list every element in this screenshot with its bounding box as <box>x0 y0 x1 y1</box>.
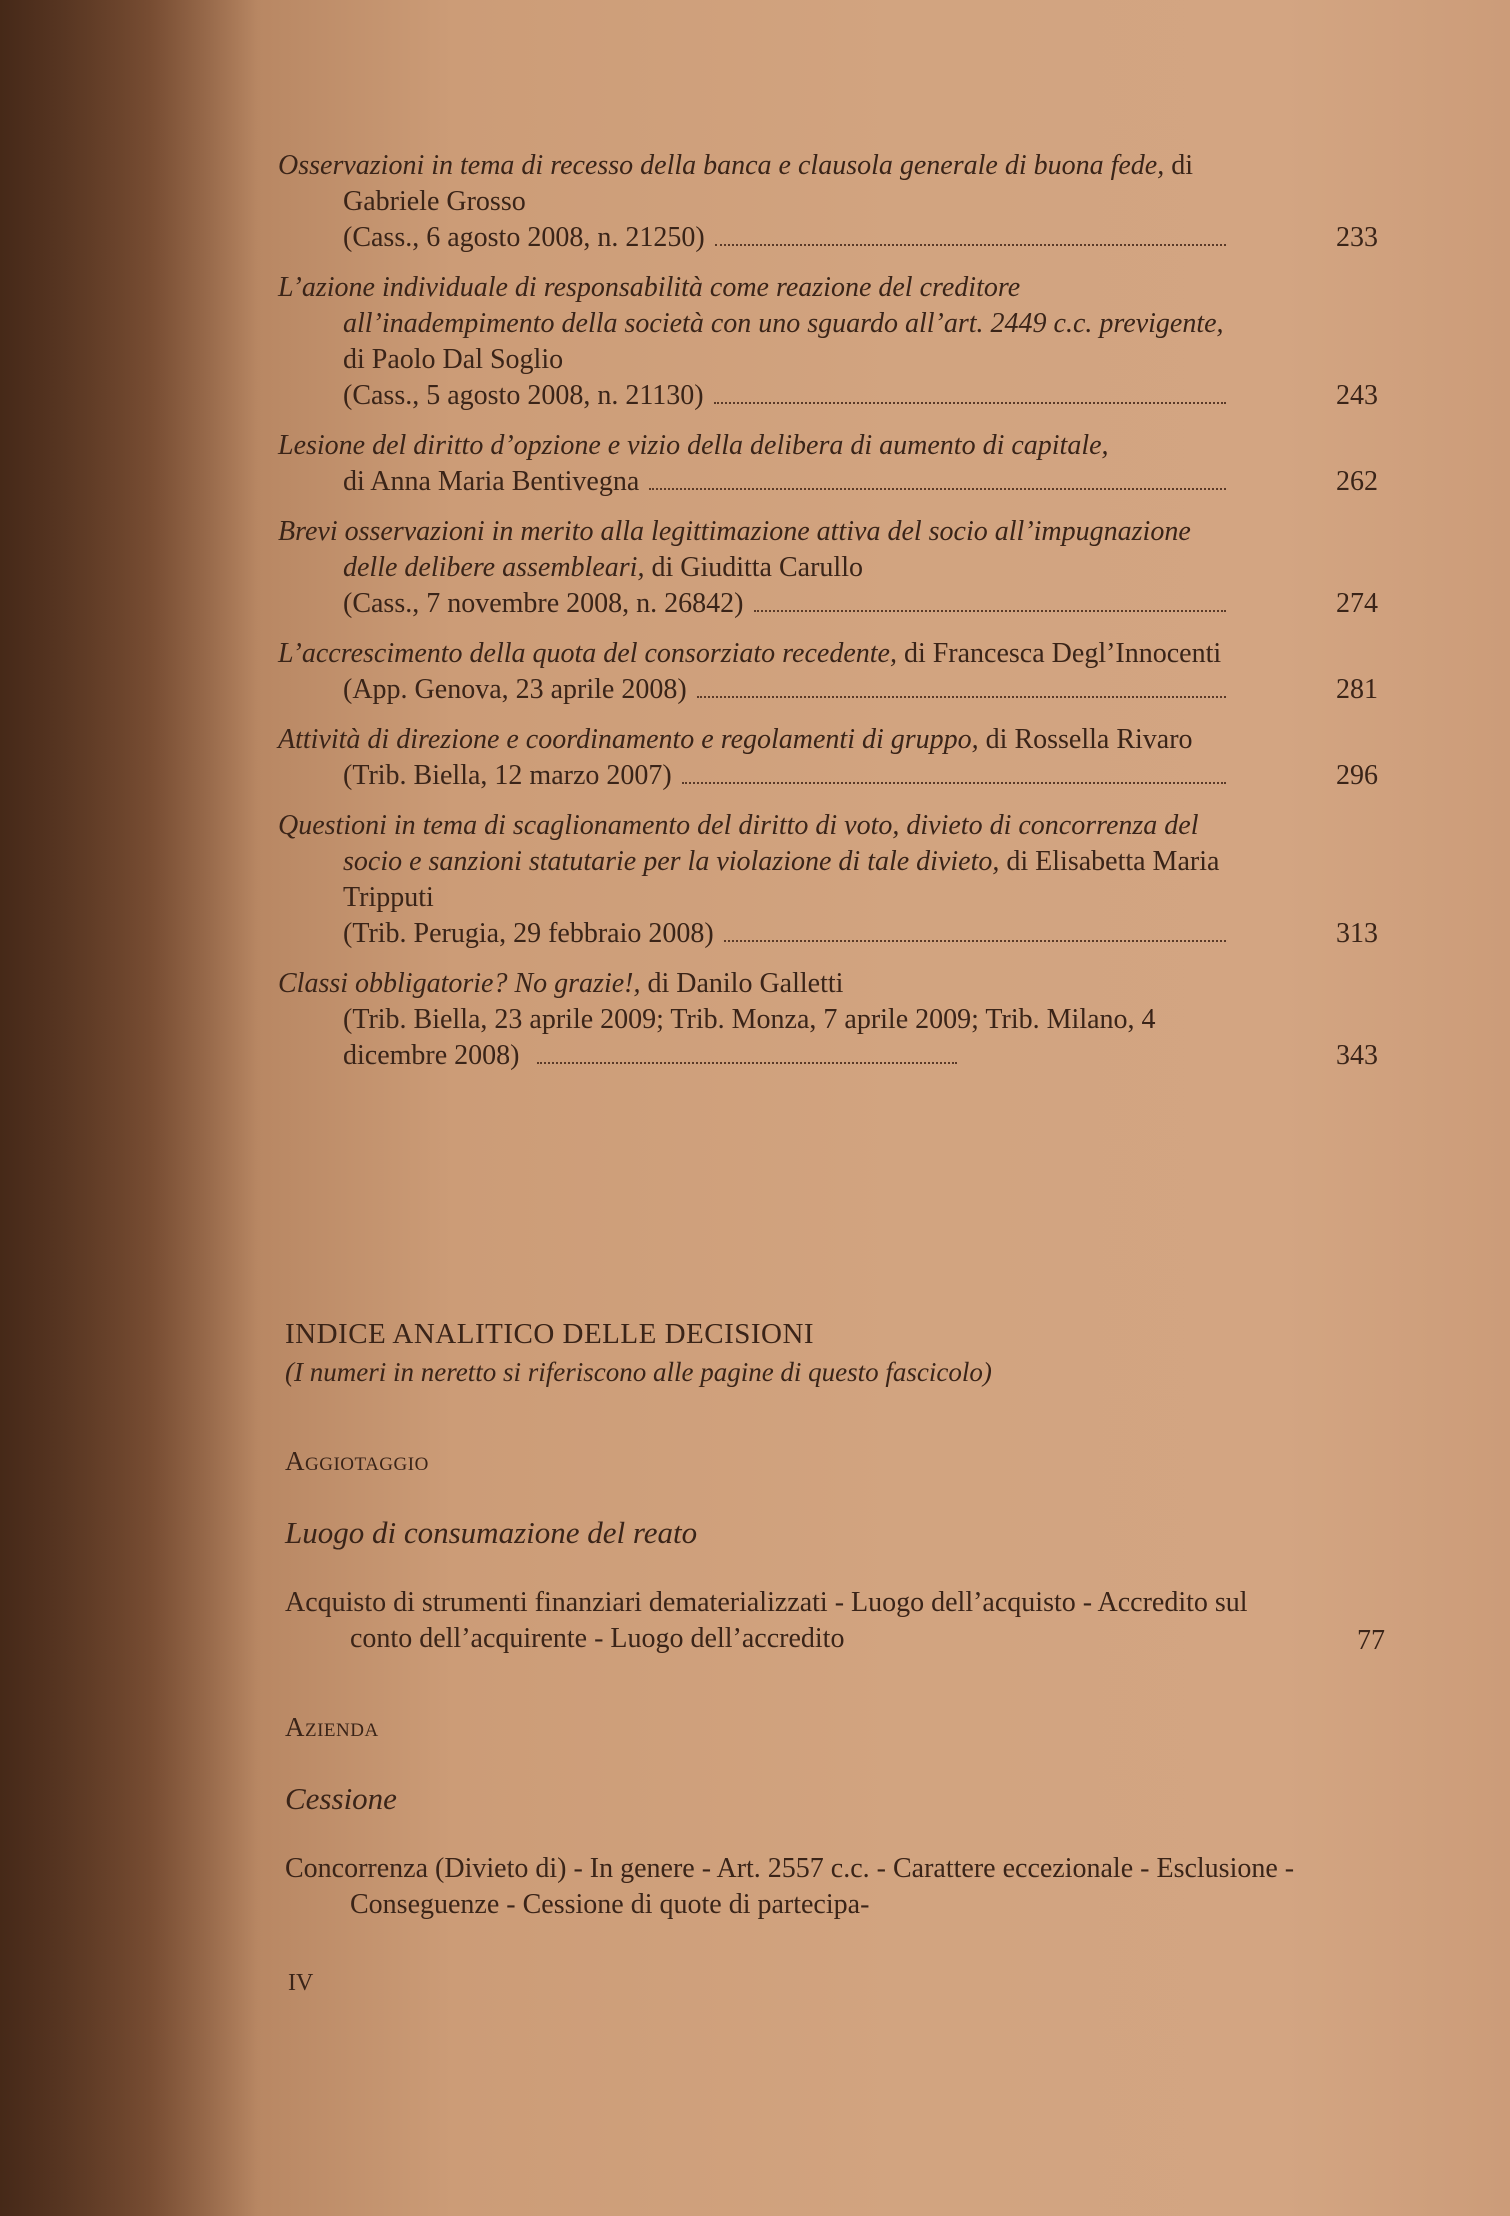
index-title: INDICE ANALITICO DELLE DECISIONI <box>285 1318 815 1350</box>
entry-title: Classi obbligatorie? No grazie!, <box>278 968 641 999</box>
toc-entry <box>278 428 1378 500</box>
toc-entry <box>278 514 1378 622</box>
leader-dots <box>754 610 1226 612</box>
toc-entry <box>278 148 1378 256</box>
entry-page: 233 <box>1336 222 1378 253</box>
entry-page: 274 <box>1336 588 1378 619</box>
entry-reference: (Trib. Perugia, 29 febbraio 2008) <box>343 918 714 949</box>
index-subtitle: (I numeri in neretto si riferiscono alle pagine di questo fascicolo) <box>285 1357 992 1387</box>
entry-page: 262 <box>1336 466 1378 497</box>
entry-author: di Anna Maria Bentivegna <box>343 466 640 497</box>
entry-author: di Paolo Dal Soglio <box>343 344 564 375</box>
entry-page: 343 <box>1336 1040 1378 1071</box>
entry-page: 243 <box>1336 380 1378 411</box>
toc-entry <box>278 966 1378 1074</box>
toc-entry <box>278 270 1378 414</box>
entry-reference: (Trib. Biella, 12 marzo 2007) <box>343 760 672 791</box>
entry-title: Lesione del diritto d’opzione e vizio della delibera di aumento di capitale, <box>278 430 1109 461</box>
index-section <box>285 1446 1385 1657</box>
leader-dots <box>724 940 1226 942</box>
section-heading: Azienda <box>285 1712 379 1742</box>
entry-author: di Gabriele Grosso <box>343 150 1194 217</box>
entry-title: L’accrescimento della quota del consorziato recedente, <box>278 638 897 669</box>
leader-dots <box>649 488 1226 490</box>
section-subheading: Cessione <box>285 1781 397 1816</box>
leader-dots <box>537 1062 957 1064</box>
entry-author: di Elisabetta Maria Tripputi <box>343 846 1220 913</box>
entry-page: 313 <box>1336 918 1378 949</box>
entry-reference: (Cass., 7 novembre 2008, n. 26842) <box>343 588 744 619</box>
toc-entry <box>278 722 1378 794</box>
section-heading: Aggiotaggio <box>285 1446 429 1476</box>
entry-author: di Francesca Degl’Innocenti <box>903 638 1222 669</box>
entry-page: 281 <box>1336 674 1378 705</box>
index-entry-text: Acquisto di strumenti finanziari dematerializzati - Luogo dell’acquisto - Accredito sul conto dell’acquirente - Luogo dell’accredito <box>285 1587 1248 1654</box>
entry-title: Attività di direzione e coordinamento e regolamenti di gruppo, <box>278 724 979 755</box>
section-subheading: Luogo di consumazione del reato <box>285 1515 698 1550</box>
entry-page: 296 <box>1336 760 1378 791</box>
leader-dots <box>714 402 1226 404</box>
entry-author: di Danilo Galletti <box>647 968 844 999</box>
index-header <box>285 1318 1285 1388</box>
entry-title: Osservazioni in tema di recesso della banca e clausola generale di buona fede, <box>278 150 1165 181</box>
index-entry-text: Concorrenza (Divieto di) - In genere - Art. 2557 c.c. - Carattere eccezionale - Esclusione - Conseguenze - Cessione di quote di partecipa- <box>285 1853 1295 1920</box>
toc-entry <box>278 636 1378 708</box>
entry-title: Questioni in tema di scaglionamento del diritto di voto, divieto di concorrenza del socio e sanzioni statutarie per la violazione di tale divieto, <box>278 810 1199 877</box>
index-section <box>285 1712 1385 1923</box>
entry-author: di Rossella Rivaro <box>985 724 1193 755</box>
entry-reference: (Trib. Biella, 23 aprile 2009; Trib. Monza, 7 aprile 2009; Trib. Milano, 4 dicembre 2008) <box>343 1004 1156 1071</box>
entry-author: di Giuditta Carullo <box>651 552 863 583</box>
leader-dots <box>682 782 1226 784</box>
entry-title: L’azione individuale di responsabilità come reazione del creditore all’inadempimento della società con uno sguardo all’art. 2449 c.c. previgente, <box>278 272 1224 339</box>
binding-shadow <box>0 0 260 2216</box>
toc-entry <box>278 808 1378 952</box>
entry-reference: (Cass., 5 agosto 2008, n. 21130) <box>343 380 704 411</box>
entry-reference: (App. Genova, 23 aprile 2008) <box>343 674 687 705</box>
page-number-footer: IV <box>288 1970 314 1996</box>
leader-dots <box>697 696 1226 698</box>
entry-reference: (Cass., 6 agosto 2008, n. 21250) <box>343 222 705 253</box>
entry-title: Brevi osservazioni in merito alla legittimazione attiva del socio all’impugnazione delle delibere assembleari, <box>278 516 1191 583</box>
table-of-contents <box>278 148 1378 1084</box>
index-entry-page: 77 <box>1357 1625 1385 1656</box>
leader-dots <box>715 244 1226 246</box>
